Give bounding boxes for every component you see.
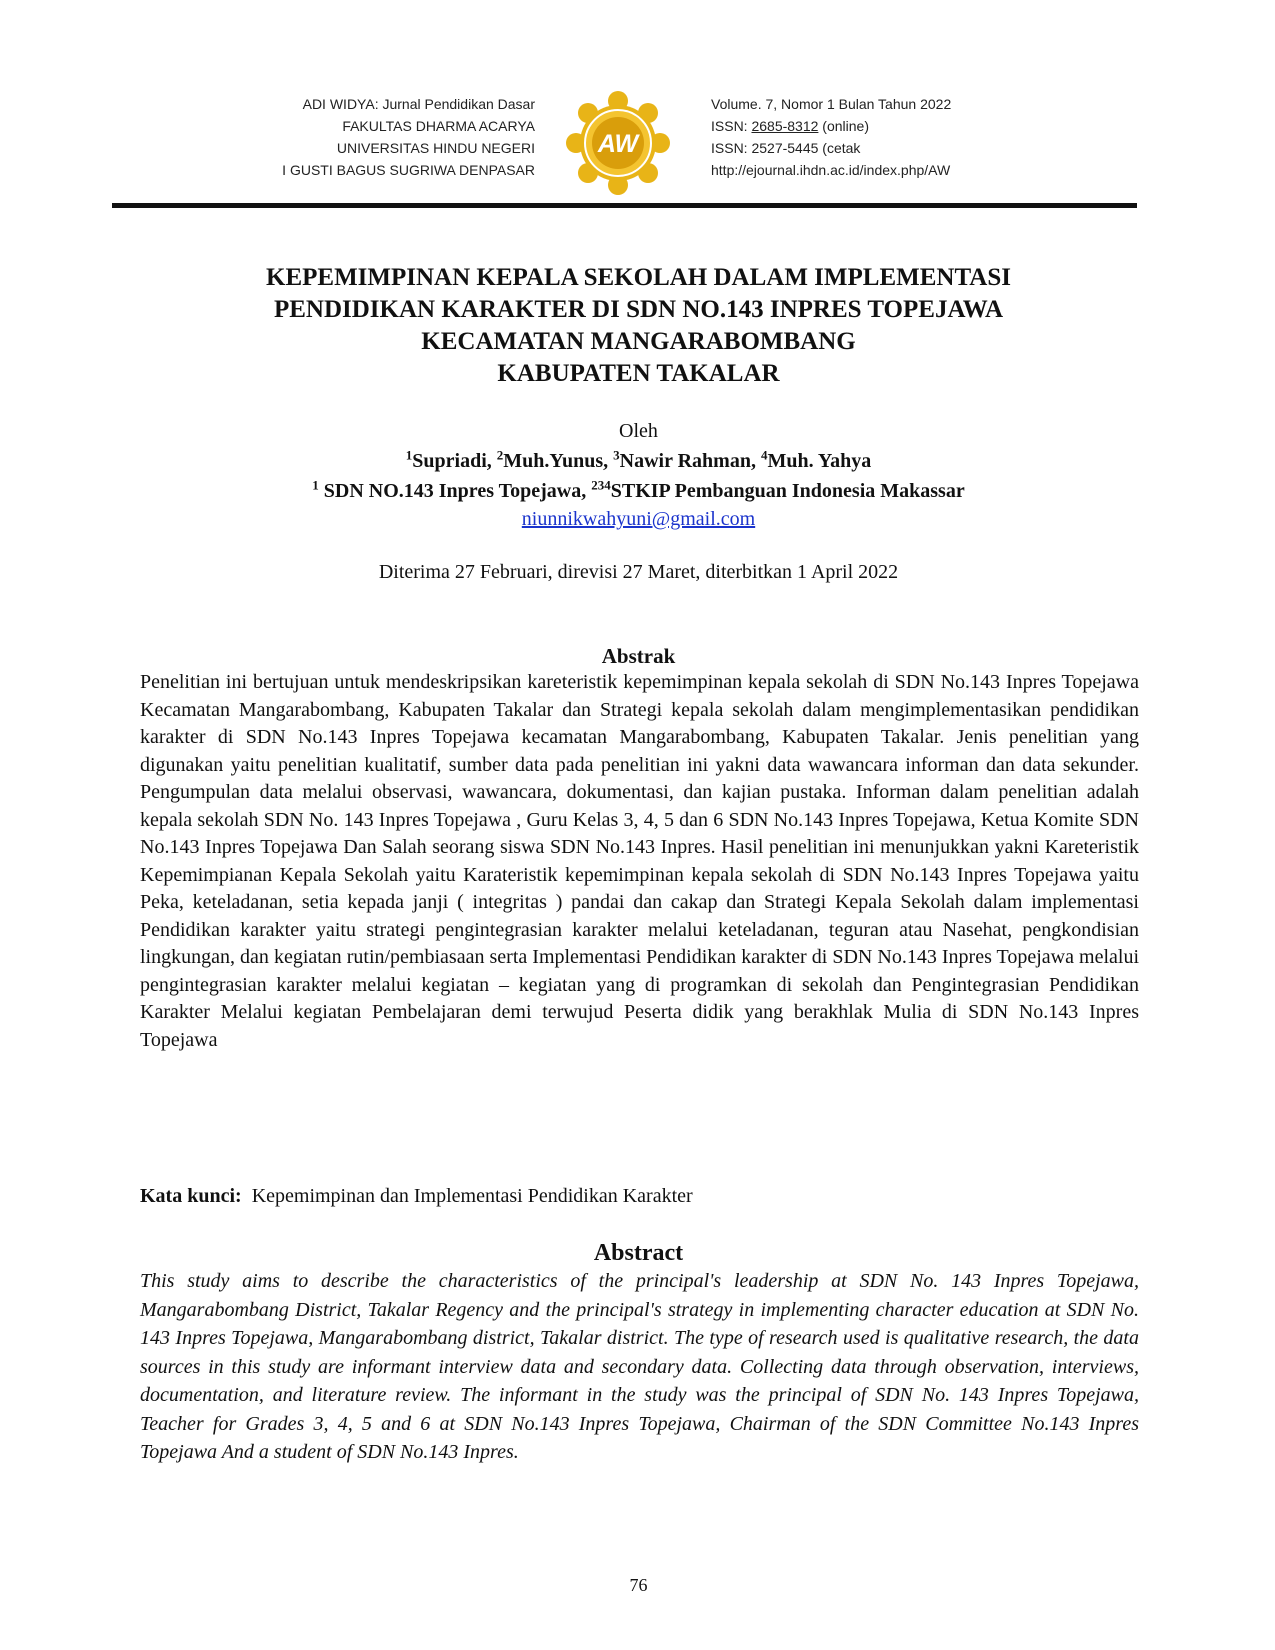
issn-online: ISSN: 2685-8312 (online) [711,118,870,134]
title-line-4: KABUPATEN TAKALAR [497,360,780,387]
journal-url[interactable]: http://ejournal.ihdn.ac.id/index.php/AW [711,162,951,178]
university-name: UNIVERSITAS HINDU NEGERI [336,140,535,156]
journal-info-right [711,93,1091,181]
journal-info-left [200,93,535,181]
affiliation-2-sup: 234 [591,477,611,493]
author-4: Muh. Yahya [767,450,872,472]
abstract-text: This study aims to describe the characteristics of the principal's leadership at SDN No. 143 Inpres Topejawa, Mangarabombang District, Takalar Regency and the principal's strategy in implementing character education at SDN No. 143 Inpres Topejawa, Mangarabombang district, Takalar district. The type of research used is qualitative research, the data sources in this study are informant interview data and secondary data. Collecting data through observation, interviews, documentation, and literature review. The informant in the study was the principal of SDN No. 143 Inpres Topejawa, Teacher for Grades 3, 4, 5 and 6 at SDN No.143 Inpres Topejawa, Chairman of the SDN Committee No.143 Inpres Topejawa And a student of SDN No.143 Inpres. [140,1270,1139,1463]
author-3: Nawir Rahman, [619,450,761,472]
volume-info: Volume. 7, Nomor 1 Bulan Tahun 2022 [711,96,952,112]
author-2: Muh.Yunus, [503,450,614,472]
publication-dates: Diterima 27 Februari, direvisi 27 Maret, diterbitkan 1 April 2022 [378,561,899,583]
affiliation-1-sup: 1 [312,477,319,493]
university-name-cont: I GUSTI BAGUS SUGRIWA DENPASAR [282,162,535,178]
paper-title [112,262,1165,390]
author-email [112,508,1165,531]
affiliation-2: STKIP Pembanguan Indonesia Makassar [610,480,965,502]
header-divider [112,203,1137,208]
author-1: Supriadi, [412,450,497,472]
author-1-sup: 1 [405,447,413,463]
abstrak-text: Penelitian ini bertujuan untuk mendeskripsikan kareteristik kepemimpinan kepala sekolah di SDN No.143 Inpres Topejawa Kecamatan Mangarabombang, Kabupaten Takalar dan Strategi kepala sekolah dalam mengimplementasikan pendidikan karakter di SDN No.143 Inpres Topejawa kecamatan Mangarabombang, Kabupaten Takalar. Jenis penelitian yang digunakan yaitu penelitian kualitatif, sumber data pada penelitian ini yakni data wawancara informan dan data sekunder. Pengumpulan data melalui observasi, wawancara, dokumentasi, dan kajian pustaka. Informan dalam penelitian adalah kepala sekolah SDN No. 143 Inpres Topejawa , Guru Kelas 3, 4, 5 dan 6 SDN No.143 Inpres Topejawa, Ketua Komite SDN No.143 Inpres Topejawa Dan Salah seorang siswa SDN No.143 Inpres. Hasil penelitian ini menunjukkan yakni Kareteristik Kepemimpianan Kepala Sekolah yaitu Karateristik kepemimpinan kepala sekolah di SDN No.143 Inpres Topejawa yaitu Peka, keteladanan, setia kepada janji ( integritas ) pandai dan cakap dan Strategi Kepala Sekolah dalam implementasi Pendidikan karakter yaitu strategi pengintegrasian karakter melalui keteladanan, teguran atau Nasehat, pengkondisian lingkungan, dan kegiatan rutin/pembiasaan serta Implementasi Pendidikan karakter di SDN No.143 Inpres Topejawa melalui pengintegrasian karakter melalui kegiatan – kegiatan yang di programkan di sekolah dan Pengintegrasian Pendidikan Karakter Melalui kegiatan Pembelajaran demi terwujud Peserta didik yang berakhlak Mulia di SDN No.143 Inpres Topejawa [140,671,1139,1051]
issn-print: ISSN: 2527-5445 (cetak [711,140,861,156]
keywords [140,1185,1139,1208]
title-line-1: KEPEMIMPINAN KEPALA SEKOLAH DALAM IMPLEMENTASI [266,264,1011,291]
authors [112,447,1165,473]
keywords-value: Kepemimpinan dan Implementasi Pendidikan Karakter [251,1185,693,1207]
author-2-sup: 2 [496,447,504,463]
email-link[interactable]: niunnikwahyuni@gmail.com [521,508,756,530]
abstract-heading: Abstract [593,1240,684,1266]
journal-name: ADI WIDYA: Jurnal Pendidikan Dasar [302,96,535,112]
logo-text: AW [597,130,639,158]
keywords-label: Kata kunci: [140,1185,242,1207]
faculty-name: FAKULTAS DHARMA ACARYA [342,118,535,134]
page-number: 76 [629,1575,648,1595]
author-3-sup: 3 [613,447,620,463]
title-line-2: PENDIDIKAN KARAKTER DI SDN NO.143 INPRES TOPEJAWA [273,296,1004,323]
affiliations [112,477,1165,503]
author-4-sup: 4 [760,447,768,463]
title-line-3: KECAMATAN MANGARABOMBANG [421,328,856,355]
affiliation-1: SDN NO.143 Inpres Topejawa, [318,480,592,502]
issn-online-link[interactable]: 2685-8312 [751,118,819,134]
abstrak-heading: Abstrak [601,644,676,668]
journal-logo-icon [564,89,672,197]
byline: Oleh [619,420,658,442]
